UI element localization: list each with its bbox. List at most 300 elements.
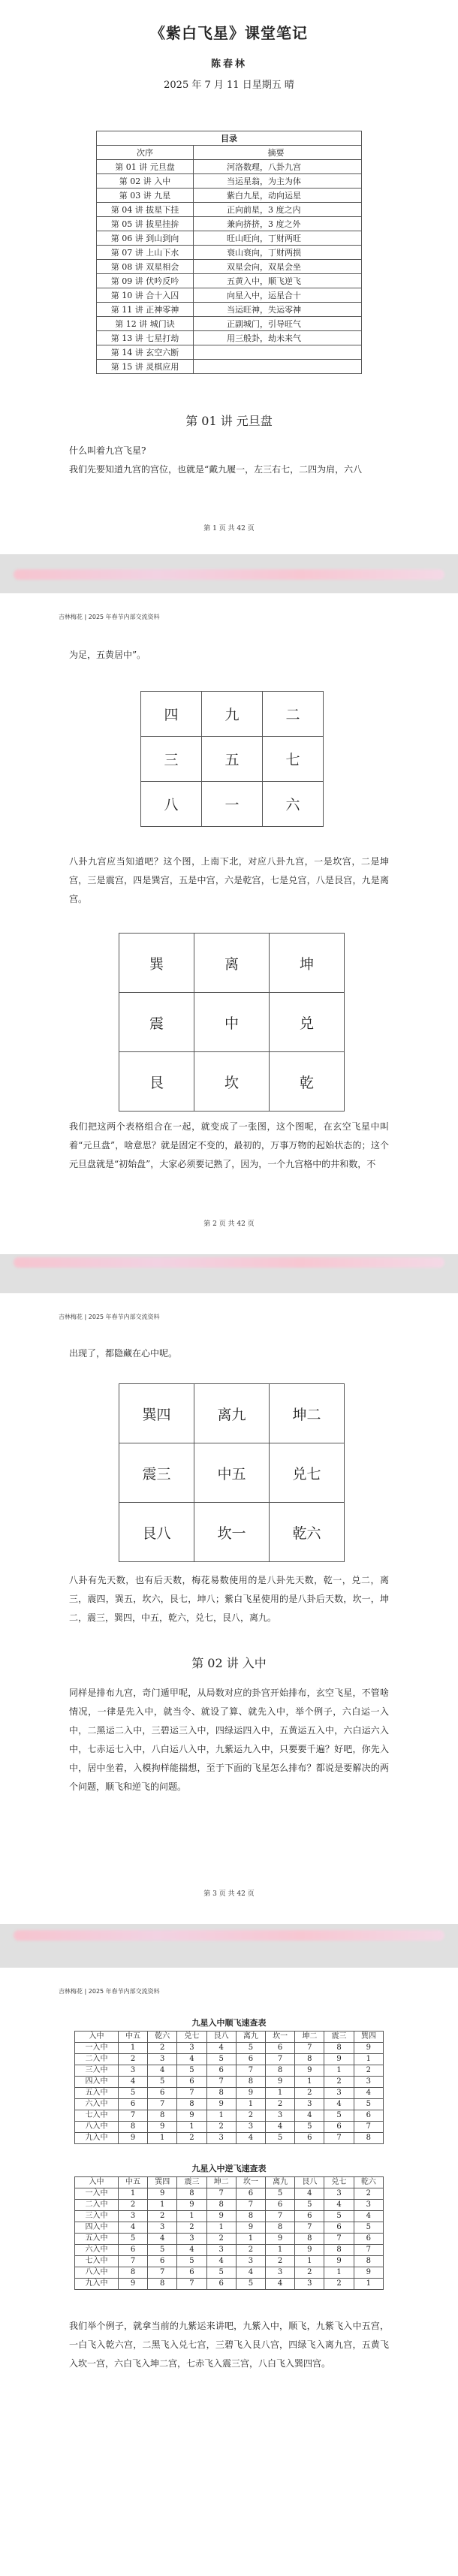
table-cell: 6 [295,2211,324,2222]
table-cell: 7 [177,2279,206,2290]
table-cell: 七入中 [75,2256,119,2267]
toc-row[interactable] [97,331,362,345]
grid-cell: 震三 [119,1443,194,1503]
table-cell: 四入中 [75,2222,119,2234]
table-header-cell: 坎一 [236,2177,265,2188]
toc-row[interactable] [97,274,362,288]
table-header-cell: 入中 [75,2032,119,2043]
table-header-cell: 坤二 [295,2032,324,2043]
table-row [75,2065,384,2077]
grid-cell: 七 [263,737,324,782]
table-cell: 2 [295,2088,324,2099]
toc-row[interactable] [97,360,362,374]
table-cell: 5 [354,2099,383,2110]
table-cell: 7 [266,2211,295,2222]
table-row [75,2211,384,2222]
table-header-cell: 入中 [75,2177,119,2188]
toc-lesson[interactable]: 第 05 讲 拔星挂拚 [97,217,194,231]
document-date: 2025 年 7 月 11 日星期五 晴 [164,80,294,91]
grid-cell: 五 [202,737,263,782]
table-cell: 二入中 [75,2200,119,2211]
table-of-contents [96,131,362,374]
table-cell: 4 [266,2279,295,2290]
table-cell: 8 [295,2054,324,2065]
running-header: 吉林梅花 | 2025 年春节内部交流资料 [59,1988,160,1995]
table-cell: 七入中 [75,2110,119,2122]
table-cell: 6 [324,2222,354,2234]
luoshu-number-grid [140,691,324,827]
toc-row[interactable] [97,303,362,317]
toc-lesson[interactable]: 第 12 讲 城门诀 [97,317,194,331]
table-cell: 6 [236,2188,265,2200]
table-cell: 9 [236,2088,265,2099]
table-cell: 六入中 [75,2245,119,2256]
toc-summary: 当运星翁，为主为体 [194,174,362,189]
table-cell: 9 [354,2043,383,2054]
grid-cell: 兑七 [270,1443,345,1503]
table-cell: 4 [354,2211,383,2222]
table-cell: 8 [354,2133,383,2144]
document-page-1 [0,0,458,554]
toc-lesson[interactable]: 第 14 讲 玄空六断 [97,345,194,360]
grid-cell: 坎 [194,1052,270,1112]
table-cell: 五入中 [75,2234,119,2245]
table-cell: 5 [324,2211,354,2222]
table-cell: 6 [266,2200,295,2211]
table-row [75,2110,384,2122]
toc-summary [194,360,362,374]
toc-lesson[interactable]: 第 10 讲 合十入囚 [97,288,194,303]
table-cell: 2 [148,2043,177,2054]
table-cell: 9 [295,2245,324,2256]
table-cell: 5 [266,2188,295,2200]
table-cell: 2 [148,2211,177,2222]
page-gap [0,554,458,593]
document-title: 《紫白飞星》课堂笔记 [150,24,308,42]
table-cell: 5 [148,2245,177,2256]
table-cell: 二入中 [75,2054,119,2065]
table-cell: 9 [324,2054,354,2065]
table-cell: 5 [236,2279,265,2290]
paragraph: 八卦有先天数，也有后天数，梅花易数使用的是八卦先天数，乾一，兑二，离三，震四，巽五，坎六，艮七，坤八；紫白飞星使用的是八卦后天数，坎一，坤二，震三，巽四，中五，乾六，兑七，艮八，离九。 [69,1575,389,1623]
table-cell: 3 [177,2043,206,2054]
table-cell: 6 [324,2122,354,2133]
table-cell: 6 [148,2256,177,2267]
toc-row[interactable] [97,345,362,360]
table-cell: 2 [177,2222,206,2234]
table-cell: 9 [148,2122,177,2133]
table-row [75,2133,384,2144]
toc-summary: 正副城门，引导旺气 [194,317,362,331]
table-cell: 8 [324,2043,354,2054]
table-cell: 1 [206,2222,236,2234]
running-header: 吉林梅花 | 2025 年春节内部交流资料 [59,614,160,620]
table-cell: 7 [324,2234,354,2245]
table-row [75,2122,384,2133]
table-cell: 4 [295,2110,324,2122]
table-cell: 4 [236,2267,265,2279]
table-cell: 5 [266,2133,295,2144]
table-cell: 3 [354,2077,383,2088]
table-cell: 5 [177,2256,206,2267]
table-cell: 一入中 [75,2188,119,2200]
forward-flight-table [74,2016,384,2144]
grid-cell: 艮 [119,1052,194,1112]
table-row [75,2256,384,2267]
toc-row[interactable] [97,317,362,331]
table-row [75,2234,384,2245]
table-row [75,2077,384,2088]
table-cell: 5 [295,2122,324,2133]
table-cell: 3 [148,2054,177,2065]
toc-lesson[interactable]: 第 09 讲 伏吟反吟 [97,274,194,288]
grid-cell: 八 [141,782,202,827]
table-header-cell: 坎一 [266,2032,295,2043]
page-gap [0,1254,458,1293]
toc-header-summary: 摘要 [194,146,362,160]
table-cell: 3 [324,2188,354,2200]
table-cell: 6 [295,2133,324,2144]
table-cell: 3 [118,2211,147,2222]
table-cell: 9 [266,2077,295,2088]
table-cell: 3 [295,2099,324,2110]
toc-lesson[interactable]: 第 13 讲 七星打劫 [97,331,194,345]
paragraph: 我们先要知道九宫的宫位，也就是“戴九履一，左三右七，二四为肩，六八 [69,464,363,475]
table-cell: 8 [177,2099,206,2110]
table-cell: 7 [295,2043,324,2054]
table-cell: 6 [266,2043,295,2054]
table-cell: 4 [148,2065,177,2077]
table-cell: 2 [118,2200,147,2211]
table-cell: 8 [295,2234,324,2245]
toc-row[interactable] [97,203,362,217]
table-cell: 2 [354,2065,383,2077]
table-cell: 1 [295,2256,324,2267]
table-cell: 9 [148,2188,177,2200]
grid-cell: 坤 [270,934,345,993]
grid-cell: 二 [263,692,324,737]
table-header-cell: 艮八 [206,2032,236,2043]
table-header-cell: 震三 [324,2032,354,2043]
table-cell: 8 [206,2088,236,2099]
page-footer: 第 2 页 共 42 页 [203,1220,255,1228]
document-page-4 [0,1968,458,2576]
table-cell: 三入中 [75,2211,119,2222]
combined-grid [119,1383,345,1562]
table-row [75,2188,384,2200]
table-cell: 9 [206,2211,236,2222]
table-cell: 9 [206,2099,236,2110]
grid-cell: 艮八 [119,1503,194,1562]
table-cell: 三入中 [75,2065,119,2077]
table-row [75,2099,384,2110]
table-cell: 4 [324,2200,354,2211]
table-cell: 4 [324,2099,354,2110]
table-cell: 2 [324,2279,354,2290]
table-cell: 1 [118,2043,147,2054]
table-cell: 7 [266,2054,295,2065]
toc-lesson[interactable]: 第 15 讲 灵棋应用 [97,360,194,374]
toc-row[interactable] [97,160,362,174]
table-cell: 4 [177,2054,206,2065]
table-cell: 3 [118,2065,147,2077]
table-cell: 4 [354,2088,383,2099]
table-cell: 6 [177,2077,206,2088]
table-row [75,2054,384,2065]
table-cell: 2 [177,2133,206,2144]
table-cell: 9 [354,2267,383,2279]
table-cell: 9 [324,2256,354,2267]
author-name: 陈春林 [210,59,247,70]
document-page-3 [0,1293,458,1924]
toc-lesson[interactable]: 第 04 讲 拔星下挂 [97,203,194,217]
grid-cell: 巽四 [119,1384,194,1443]
grid-cell: 四 [141,692,202,737]
table-cell: 7 [118,2110,147,2122]
grid-cell: 坎一 [194,1503,270,1562]
table-cell: 2 [354,2188,383,2200]
toc-lesson[interactable]: 第 02 讲 入中 [97,174,194,189]
table-cell: 4 [177,2245,206,2256]
table-row [75,2222,384,2234]
table-cell: 8 [266,2065,295,2077]
table-cell: 7 [324,2133,354,2144]
toc-summary: 当运旺神，失运零神 [194,303,362,317]
table-header-row [75,2177,384,2188]
table-cell: 3 [354,2200,383,2211]
table-cell: 6 [177,2267,206,2279]
table-row [75,2200,384,2211]
grid-cell: 一 [202,782,263,827]
paragraph: 八卦九宫应当知道吧？这个图，上南下北，对应八卦九宫，一是坎宫，二是坤宫，三是震宫，四是巽宫，五是中宫，六是乾宫，七是兑宫，八是艮宫，九是离宫。 [69,856,389,904]
running-header: 吉林梅花 | 2025 年春节内部交流资料 [59,1314,160,1320]
table-cell: 6 [354,2110,383,2122]
table-cell: 8 [236,2077,265,2088]
table-cell: 5 [206,2054,236,2065]
table-cell: 一入中 [75,2043,119,2054]
table-cell: 4 [118,2077,147,2088]
toc-summary: 衰山衰向，丁财两损 [194,246,362,260]
table-cell: 9 [118,2133,147,2144]
table-cell: 8 [354,2256,383,2267]
table-cell: 9 [236,2222,265,2234]
table-cell: 5 [148,2077,177,2088]
table-cell: 9 [266,2234,295,2245]
table-header-cell: 巽四 [354,2032,383,2043]
table-header-cell: 巽四 [148,2177,177,2188]
table-header-cell: 中五 [118,2032,147,2043]
table-cell: 2 [266,2256,295,2267]
table-cell: 9 [177,2110,206,2122]
paragraph: 同样是排布九宫，奇门遁甲呢，从局数对应的卦宫开始排布，玄空飞星，不管啥情况，一律是先入中，就当令、就设了算、就先入中，举个例子，六白运一入中，二黑运二入中，三碧运三入中，四绿运四入中，五黄运五入中，六白运六入中，七赤运七入中，八白运八入中，九紫运九入中，只要要千遍？好吧，你先入中，居中坐着，入模拘样能揣想，至于下面的飞星怎么排布？都说是要解决的两个问题，顺飞和逆飞的问题。 [69,1688,389,1792]
table-cell: 2 [295,2267,324,2279]
table-cell: 1 [295,2077,324,2088]
table-cell: 4 [206,2256,236,2267]
table-cell: 5 [118,2088,147,2099]
table-cell: 1 [324,2065,354,2077]
table-cell: 4 [236,2133,265,2144]
table-cell: 1 [266,2088,295,2099]
table-cell: 9 [295,2065,324,2077]
table-cell: 6 [206,2279,236,2290]
grid-cell: 中 [194,993,270,1052]
table-cell: 1 [266,2245,295,2256]
grid-cell: 离九 [194,1384,270,1443]
table-cell: 9 [118,2279,147,2290]
paragraph: 出现了，都隐藏在心中呢。 [69,1348,178,1359]
table-cell: 8 [118,2122,147,2133]
table-cell: 3 [206,2245,236,2256]
table-header-cell: 兑七 [177,2032,206,2043]
toc-summary: 兼向挤挤，3 度之外 [194,217,362,231]
table-cell: 7 [206,2077,236,2088]
table-cell: 6 [206,2065,236,2077]
table-cell: 7 [236,2200,265,2211]
table-cell: 1 [177,2211,206,2222]
toc-lesson[interactable]: 第 07 讲 上山下水 [97,246,194,260]
table-cell: 8 [266,2222,295,2234]
page-footer: 第 1 页 共 42 页 [203,525,255,532]
toc-lesson[interactable]: 第 01 讲 元旦盘 [97,160,194,174]
table-cell: 8 [324,2245,354,2256]
grid-cell: 九 [202,692,263,737]
table-header-cell: 兑七 [324,2177,354,2188]
table-cell: 7 [354,2122,383,2133]
table-cell: 3 [324,2088,354,2099]
table-header-cell: 离九 [266,2177,295,2188]
paragraph: 我们举个例子，就拿当前的九紫运来讲吧，九紫入中，顺飞，九紫飞入中五宫，一白飞入乾六宫，二黑飞入兑七宫，三碧飞入艮八宫，四绿飞入离九宫，五黄飞入坎一宫，六白飞入坤二宫，七赤飞入震三宫，八白飞入巽四宫。 [69,2321,389,2369]
table-cell: 3 [295,2279,324,2290]
toc-row[interactable] [97,174,362,189]
table-cell: 4 [266,2122,295,2133]
table-cell: 3 [148,2222,177,2234]
table-cell: 8 [236,2211,265,2222]
table-cell: 7 [236,2065,265,2077]
page-gap [0,1924,458,1968]
grid-cell: 坤二 [270,1384,345,1443]
page-footer: 第 3 页 共 42 页 [203,1890,255,1898]
grid-cell: 六 [263,782,324,827]
lesson-heading: 第 01 讲 元旦盘 [185,414,273,428]
table-cell: 6 [354,2234,383,2245]
table-cell: 8 [177,2188,206,2200]
table-cell: 5 [295,2200,324,2211]
table-header-cell: 艮八 [295,2177,324,2188]
table-cell: 9 [177,2200,206,2211]
toc-lesson[interactable]: 第 08 讲 双星相会 [97,260,194,274]
table-cell: 8 [148,2279,177,2290]
toc-row[interactable] [97,246,362,260]
table-cell: 3 [236,2256,265,2267]
table-cell: 6 [118,2245,147,2256]
table-cell: 2 [236,2110,265,2122]
toc-row[interactable] [97,288,362,303]
toc-lesson[interactable]: 第 03 讲 九星 [97,189,194,203]
table-cell: 7 [206,2188,236,2200]
table-cell: 7 [177,2088,206,2099]
table-header-cell: 乾六 [354,2177,383,2188]
table-caption: 九星入中逆飞速查表 [191,2164,267,2173]
table-cell: 5 [354,2222,383,2234]
grid-cell: 巽 [119,934,194,993]
toc-summary: 用三般卦，劫未来气 [194,331,362,345]
reverse-flight-table [74,2161,384,2290]
table-cell: 1 [354,2279,383,2290]
table-cell: 3 [206,2133,236,2144]
table-cell: 九入中 [75,2133,119,2144]
table-row [75,2279,384,2290]
table-cell: 6 [236,2054,265,2065]
grid-cell: 离 [194,934,270,993]
table-cell: 8 [118,2267,147,2279]
table-cell: 6 [118,2099,147,2110]
table-cell: 5 [324,2110,354,2122]
table-cell: 2 [206,2122,236,2133]
table-cell: 2 [118,2054,147,2065]
grid-cell: 兑 [270,993,345,1052]
toc-summary: 五黄入中，顺飞逆飞 [194,274,362,288]
table-cell: 1 [118,2188,147,2200]
table-cell: 4 [118,2222,147,2234]
table-cell: 1 [148,2133,177,2144]
lesson-heading: 第 02 讲 入中 [191,1656,267,1670]
table-cell: 4 [206,2043,236,2054]
toc-lesson[interactable]: 第 11 讲 正神零神 [97,303,194,317]
paragraph: 我们把这两个表格组合在一起，就变成了一张图，这个图呢，在玄空飞星中叫着“元旦盘”，啥意思？就是固定不变的，最初的，万事万物的起始状态的；这个元旦盘就是“初始盘”，大家必须要记熟了，因为，一个九宫格中的井和数，不 [69,1121,389,1169]
toc-row[interactable] [97,231,362,246]
toc-summary: 双星会向，双星会坐 [194,260,362,274]
table-header-cell: 中五 [118,2177,147,2188]
grid-cell: 乾 [270,1052,345,1112]
table-cell: 4 [148,2234,177,2245]
toc-header-order: 次序 [97,146,194,160]
table-cell: 3 [266,2110,295,2122]
trigram-grid [119,933,345,1112]
table-cell: 7 [118,2256,147,2267]
table-row [75,2267,384,2279]
table-cell: 2 [324,2077,354,2088]
toc-row[interactable] [97,260,362,274]
table-cell: 1 [236,2099,265,2110]
toc-row[interactable] [97,189,362,203]
table-cell: 1 [236,2234,265,2245]
grid-cell: 乾六 [270,1503,345,1562]
table-cell: 7 [354,2245,383,2256]
table-cell: 5 [177,2065,206,2077]
table-row [75,2245,384,2256]
grid-cell: 中五 [194,1443,270,1503]
toc-summary: 紫白九星，动向运星 [194,189,362,203]
toc-summary: 正向前星，3 度之内 [194,203,362,217]
table-cell: 1 [148,2200,177,2211]
paragraph: 什么叫着九宫飞星? [69,445,146,456]
table-cell: 8 [206,2200,236,2211]
table-row [75,2088,384,2099]
table-cell: 5 [206,2267,236,2279]
grid-cell: 三 [141,737,202,782]
table-cell: 2 [236,2245,265,2256]
table-cell: 2 [266,2099,295,2110]
table-header-cell: 乾六 [148,2032,177,2043]
table-cell: 3 [266,2267,295,2279]
toc-summary: 旺山旺向，丁财两旺 [194,231,362,246]
toc-row[interactable] [97,217,362,231]
toc-lesson[interactable]: 第 06 讲 到山到向 [97,231,194,246]
table-cell: 3 [236,2122,265,2133]
table-cell: 1 [354,2054,383,2065]
table-cell: 2 [206,2234,236,2245]
toc-summary [194,345,362,360]
